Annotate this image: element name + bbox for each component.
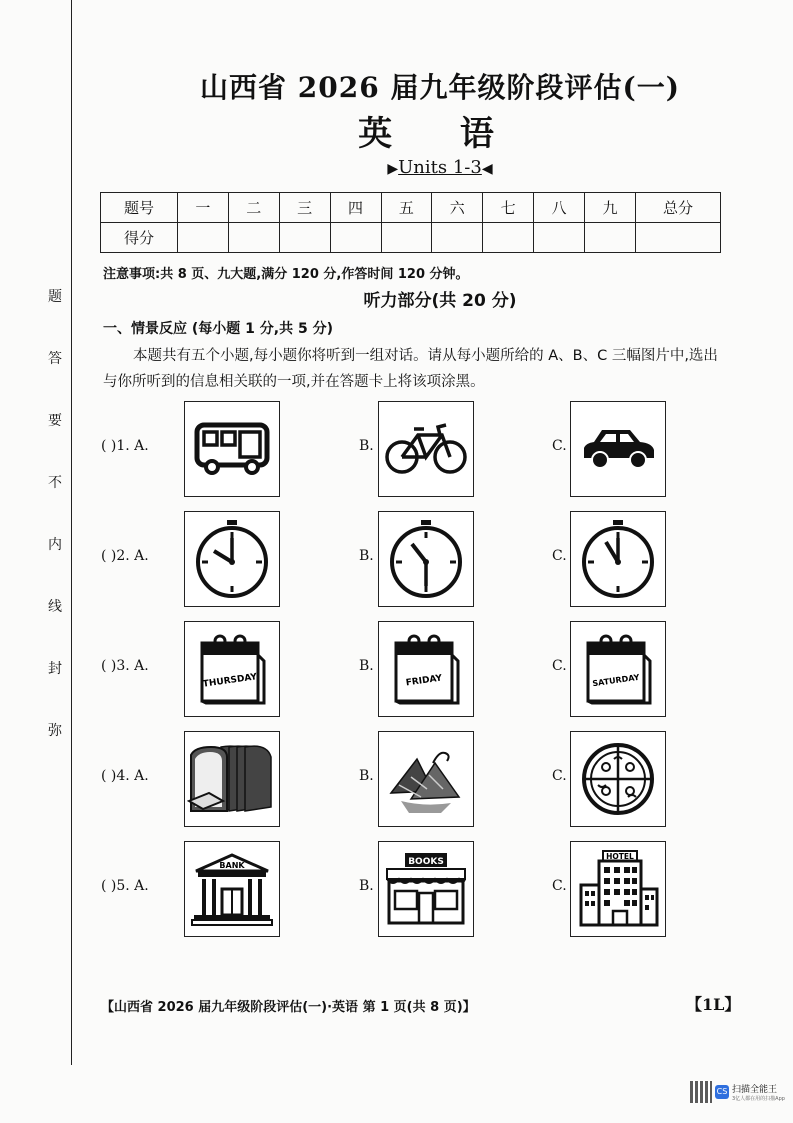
margin-char: 封 — [48, 661, 62, 677]
table-cell: 九 — [585, 193, 636, 223]
option-a-picture[interactable] — [184, 401, 280, 497]
bicycle-icon — [384, 419, 468, 479]
section-title: 一、情景反应 (每小题 1 分,共 5 分) — [103, 321, 333, 337]
calendar-icon — [580, 631, 656, 707]
option-c-label: C. — [552, 658, 567, 674]
score-cell[interactable] — [585, 223, 636, 253]
option-b-label: B. — [359, 768, 374, 784]
table-cell: 八 — [534, 193, 585, 223]
scanner-text — [732, 1082, 785, 1102]
option-b-label: B. — [359, 548, 374, 564]
units-text: Units 1-3 — [398, 157, 482, 178]
camscanner-logo-icon: CS — [715, 1085, 729, 1099]
bread-icon — [187, 741, 277, 817]
calendar-icon — [194, 631, 270, 707]
option-c-picture[interactable] — [570, 511, 666, 607]
score-cell[interactable] — [178, 223, 229, 253]
table-cell: 总分 — [636, 193, 721, 223]
table-cell: 一 — [178, 193, 229, 223]
option-c-picture[interactable] — [570, 621, 666, 717]
page-footer: 【山西省 2026 届九年级阶段评估(一)·英语 第 1 页(共 8 页)】 — [101, 1000, 476, 1015]
question-row — [0, 731, 793, 829]
option-b-picture[interactable] — [378, 401, 474, 497]
calendar-icon — [388, 631, 464, 707]
score-cell[interactable] — [636, 223, 721, 253]
section-instructions: 本题共有五个小题,每小题你将听到一组对话。请从每小题所给的 A、B、C 三幅图片中,选出与你所听到的信息相关联的一项,并在答题卡上将该项涂黑。 — [103, 348, 718, 390]
option-c-picture[interactable] — [570, 731, 666, 827]
option-a-picture[interactable] — [184, 511, 280, 607]
option-c-label: C. — [552, 548, 567, 564]
score-cell[interactable] — [483, 223, 534, 253]
score-cell[interactable] — [534, 223, 585, 253]
table-cell: 五 — [381, 193, 432, 223]
score-cell[interactable] — [381, 223, 432, 253]
clock-icon — [194, 518, 270, 600]
building-sign: BOOKS — [408, 857, 444, 867]
option-a-picture[interactable] — [184, 841, 280, 937]
option-c-picture[interactable] — [570, 841, 666, 937]
option-b-label: B. — [359, 658, 374, 674]
score-cell[interactable] — [432, 223, 483, 253]
page-code: 【1L】 — [686, 995, 741, 1014]
question-row — [0, 401, 793, 499]
car-icon — [578, 424, 658, 474]
table-cell: 题号 — [101, 193, 178, 223]
table-cell: 六 — [432, 193, 483, 223]
option-b-label: B. — [359, 438, 374, 454]
question-row — [0, 621, 793, 719]
triangle-left-icon: ◀ — [481, 161, 493, 177]
bank-icon — [190, 849, 274, 929]
calendar-day-label: THURSDAY — [202, 672, 258, 690]
question-number: ( )5. A. — [101, 878, 149, 894]
score-table — [100, 192, 721, 253]
calendar-day-label: SATURDAY — [591, 672, 640, 689]
score-cell[interactable] — [228, 223, 279, 253]
scanner-watermark — [690, 1077, 785, 1107]
option-b-picture[interactable] — [378, 511, 474, 607]
question-number: ( )1. A. — [101, 438, 149, 454]
question-number: ( )3. A. — [101, 658, 149, 674]
table-cell: 七 — [483, 193, 534, 223]
question-row — [0, 841, 793, 939]
margin-char: 弥 — [48, 723, 62, 739]
clock-icon — [388, 518, 464, 600]
table-cell: 得分 — [101, 223, 178, 253]
margin-char: 线 — [48, 599, 62, 615]
listening-section-header: 听力部分(共 20 分) — [363, 291, 517, 311]
table-cell: 三 — [279, 193, 330, 223]
question-number: ( )2. A. — [101, 548, 149, 564]
scanner-subtitle: 3亿人都在用的扫描App — [732, 1096, 785, 1102]
question-number: ( )4. A. — [101, 768, 149, 784]
exam-title: 山西省 2026 届九年级阶段评估(一) — [200, 71, 680, 104]
option-b-picture[interactable] — [378, 731, 474, 827]
score-cell[interactable] — [279, 223, 330, 253]
building-sign: HOTEL — [606, 852, 634, 861]
option-b-picture[interactable] — [378, 841, 474, 937]
option-a-picture[interactable] — [184, 621, 280, 717]
option-c-label: C. — [552, 878, 567, 894]
exam-notice: 注意事项:共 8 页、九大题,满分 120 分,作答时间 120 分钟。 — [103, 267, 469, 282]
calendar-day-label: FRIDAY — [405, 673, 443, 689]
clock-icon — [580, 518, 656, 600]
triangle-right-icon: ▶ — [387, 161, 399, 177]
table-cell: 二 — [228, 193, 279, 223]
score-cell[interactable] — [330, 223, 381, 253]
qr-code-icon — [690, 1081, 712, 1103]
building-sign: BANK — [219, 861, 245, 870]
bookstore-icon — [383, 851, 469, 927]
scanner-name: 扫描全能王 — [732, 1085, 778, 1095]
option-c-picture[interactable] — [570, 401, 666, 497]
margin-char: 要 — [48, 413, 62, 429]
option-c-label: C. — [552, 438, 567, 454]
score-table-score-row — [101, 223, 721, 253]
table-cell: 四 — [330, 193, 381, 223]
units-label — [120, 157, 760, 178]
margin-char: 答 — [48, 351, 62, 367]
margin-char: 不 — [48, 475, 62, 491]
subject-title: 英 语 — [358, 114, 522, 154]
question-row — [0, 511, 793, 609]
option-b-label: B. — [359, 878, 374, 894]
pizza-icon — [578, 739, 658, 819]
margin-char: 内 — [48, 537, 62, 553]
option-b-picture[interactable] — [378, 621, 474, 717]
score-table-header-row — [101, 193, 721, 223]
option-c-label: C. — [552, 768, 567, 784]
zongzi-icon — [381, 741, 471, 817]
margin-char: 题 — [48, 289, 62, 305]
bus-icon — [192, 419, 272, 479]
hotel-icon — [575, 849, 661, 929]
option-a-picture[interactable] — [184, 731, 280, 827]
